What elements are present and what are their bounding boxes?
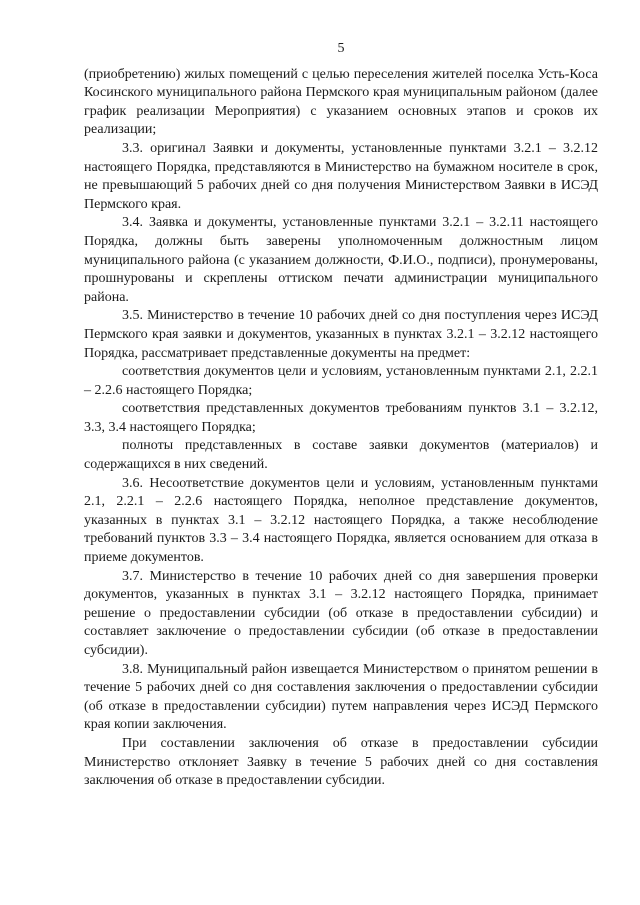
paragraph-3-5: 3.5. Министерство в течение 10 рабочих дней со дня поступления через ИСЭД Пермского края заявки и документов, указанных в пунктах 3.2.1 – 3.2.12 настоящего Порядка, рассматривает представленные документы на предмет: [84, 308, 598, 361]
paragraph-3-5-item-1: соответствия документов цели и условиям, установленным пунктами 2.1, 2.2.1 – 2.2.6 настоящего Порядка; [84, 364, 598, 398]
page-number: 5 [337, 41, 345, 56]
paragraph-3-4: 3.4. Заявка и документы, установленные пунктами 3.2.1 – 3.2.11 настоящего Порядка, должны быть заверены уполномоченным должностным лицом муниципального района (с указанием должности, Ф.И.О., подписи), пронумерованы, прошнурованы и скреплены оттиском печати администрации муниципального района. [84, 215, 598, 305]
paragraph-3-6: 3.6. Несоответствие документов цели и условиям, установленным пунктами 2.1, 2.2.1 – 2.2.6 настоящего Порядка, неполное представление документов, указанных в пунктах 3.1 – 3.2.12 настоящего Порядка, а также несоблюдение требований пунктов 3.3 – 3.4 настоящего Порядка, является основанием для отказа в приеме документов. [84, 475, 598, 566]
paragraph-intro-continuation: (приобретению) жилых помещений с целью переселения жителей поселка Усть-Коса Косинского муниципального района Пермского края муниципальным районом (далее график реализации Мероприятия) с указанием основных этапов и сроков их реализации; [84, 66, 598, 138]
paragraph-3-7: 3.7. Министерство в течение 10 рабочих дней со дня завершения проверки документов, указанных в пунктах 3.1 – 3.2.12 настоящего Порядка, принимает решение о предоставлении субсидии (об отказе в предоставлении субсидии) и составляет заключение о предоставлении субсидии (об отказе в предоставлении субсидии). [84, 568, 598, 658]
paragraph-3-3: 3.3. оригинал Заявки и документы, установленные пунктами 3.2.1 – 3.2.12 настоящего Порядка, представляются в Министерство на бумажном носителе в срок, не превышающий 5 рабочих дней со дня получения Министерством Заявки в ИСЭД Пермского края. [84, 140, 598, 212]
paragraph-rejection: При составлении заключения об отказе в предоставлении субсидии Министерство отклоняет Заявку в течение 5 рабочих дней со дня составления заключения об отказе в предоставлении субсидии. [84, 735, 598, 789]
paragraph-3-8: 3.8. Муниципальный район извещается Министерством о принятом решении в течение 5 рабочих дней со дня составления заключения о предоставлении субсидии (об отказе в предоставлении субсидии) путем направления через ИСЭД Пермского края копии заключения. [84, 661, 598, 733]
paragraph-3-5-item-3: полноты представленных в составе заявки документов (материалов) и содержащихся в них сведений. [84, 438, 598, 473]
document-page [84, 40, 598, 791]
paragraph-3-5-item-2: соответствия представленных документов требованиям пунктов 3.1 – 3.2.12, 3.3, 3.4 настоящего Порядка; [84, 401, 598, 435]
